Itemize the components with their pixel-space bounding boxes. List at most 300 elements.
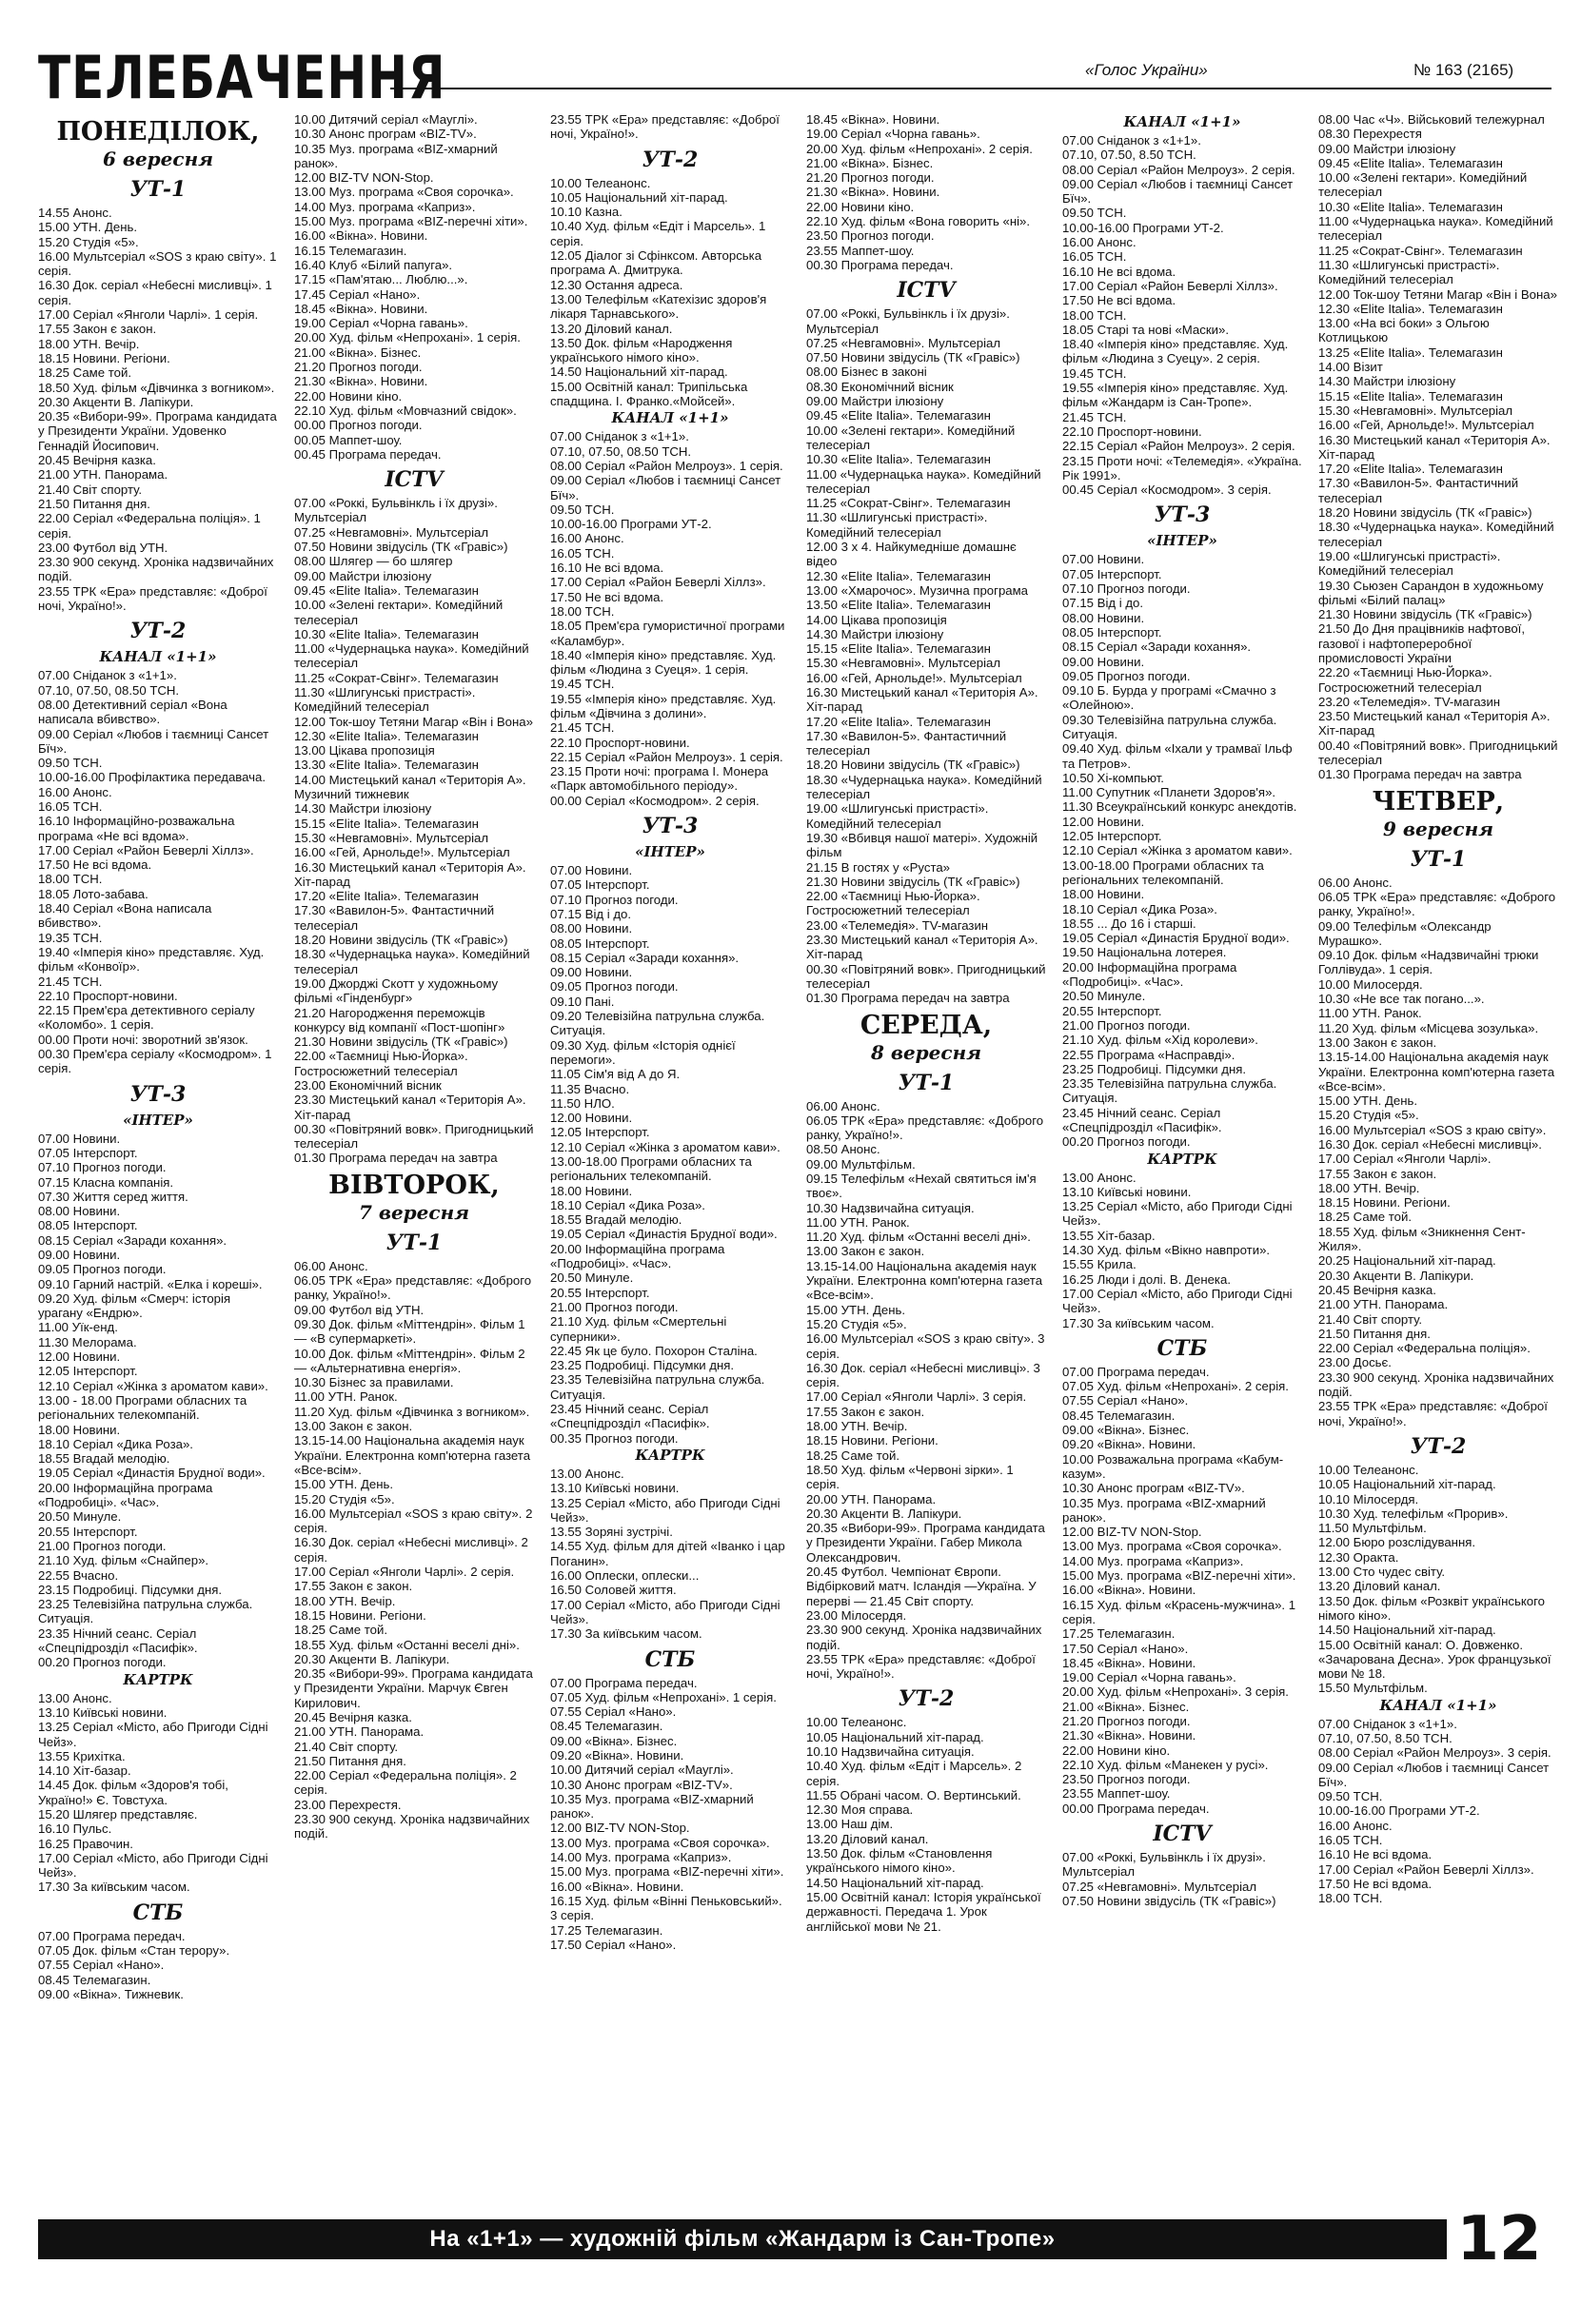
program-entry: 17.30 За київським часом. <box>550 1626 702 1642</box>
program-entry: 09.20 «Вікна». Новини. <box>1062 1437 1196 1452</box>
program-entry: 10.00 Розважальна програма «Кабум-казум». <box>1062 1451 1284 1481</box>
program-entry: 12.05 Інтерспорт. <box>550 1125 650 1140</box>
day-heading: ВІВТОРОК, <box>328 1170 500 1200</box>
program-entry: 23.30 900 секунд. Хроніка надзвичайних подій. <box>806 1623 1042 1652</box>
program-entry: 14.00 Муз. програма «Каприз». <box>550 1850 732 1865</box>
program-entry: 08.00 Бізнес в законі <box>806 364 927 380</box>
program-entry: 13.00 Телефільм «Катехізис здоров'я лікаря Тарнавського». <box>550 291 767 322</box>
program-entry: 21.00 УТН. Панорама. <box>294 1724 425 1740</box>
program-entry: 08.00 Новини. <box>1062 610 1145 625</box>
program-entry: 18.10 Серіал «Дика Роза». <box>38 1436 193 1451</box>
program-entry: 13.30 «Elite Italia». Телемагазин <box>294 758 479 773</box>
program-entry: 18.25 Саме той. <box>806 1448 899 1463</box>
program-entry: 07.00 Новини. <box>550 863 633 878</box>
program-entry: 17.30 За київським часом. <box>38 1880 190 1895</box>
program-entry: 15.00 УТН. День. <box>294 1477 394 1492</box>
program-entry: 18.45 «Вікна». Новини. <box>806 112 940 127</box>
program-entry: 13.55 Хіт-базар. <box>1062 1228 1156 1243</box>
program-entry: 16.30 Мистецький канал «Територія А». Хіт-парад <box>294 859 526 889</box>
program-entry: 09.00 «Вікна». Тижневик. <box>38 1986 184 2001</box>
program-entry: 09.00 Мультфільм. <box>806 1156 916 1172</box>
program-entry: 11.50 НЛО. <box>550 1095 615 1111</box>
program-entry: 09.00 Телефільм «Олександр Мурашко». <box>1318 918 1492 948</box>
program-entry: 08.30 Економічний вісник <box>806 379 954 394</box>
program-entry: 21.00 Прогноз погоди. <box>38 1538 167 1553</box>
program-entry: 09.00 Футбол від УТН. <box>294 1302 425 1317</box>
program-entry: 18.40 «Імперія кіно» представляє. Худ. фільм «Людина з Суеця». 1 серія. <box>550 647 777 678</box>
program-entry: 13.00 Анонс. <box>550 1466 624 1481</box>
program-entry: 14.30 Майстри ілюзіону <box>806 626 944 641</box>
program-entry: 19.00 Серіал «Чорна гавань». <box>806 127 980 142</box>
program-entry: 23.50 Прогноз погоди. <box>1062 1772 1191 1787</box>
program-entry: 16.00 Оплески, оплески... <box>550 1568 700 1584</box>
program-entry: 17.25 Телемагазин. <box>1062 1626 1176 1642</box>
program-entry: 20.30 Акценти В. Лапікури. <box>806 1506 962 1521</box>
program-entry: 13.20 Діловий канал. <box>550 321 673 336</box>
program-entry: 13.00 Муз. програма «Своя сорочка». <box>1062 1539 1282 1554</box>
program-entry: 18.00 ТСН. <box>1318 1891 1383 1906</box>
channel-heading: КАНАЛ «1+1» <box>99 648 217 666</box>
day-heading: ПОНЕДІЛОК, <box>56 117 260 147</box>
program-entry: 06.00 Анонс. <box>1318 875 1393 890</box>
program-entry: 18.20 Новини звідусіль (ТК «Гравіс») <box>806 758 1020 773</box>
program-entry: 12.30 Остання адреса. <box>550 277 683 292</box>
program-entry: 18.20 Новини звідусіль (ТК «Гравіс») <box>1318 505 1532 521</box>
program-entry: 06.00 Анонс. <box>294 1258 368 1273</box>
program-entry: 21.10 Худ. фільм «Снайпер». <box>38 1553 209 1568</box>
program-entry: 20.00 Інформаційна програма «Подробиці». «Час». <box>550 1241 725 1271</box>
program-entry: 13.00 Наш дім. <box>806 1817 894 1832</box>
program-entry: 09.20 «Вікна». Новини. <box>550 1747 684 1763</box>
program-entry: 22.00 «Таємниці Нью-Йорка». Гостросюжетний телесеріал <box>294 1049 468 1078</box>
program-entry: 18.25 Саме той. <box>1318 1210 1412 1225</box>
program-entry: 10.30 Надзвичайна ситуація. <box>806 1200 975 1215</box>
program-entry: 20.00 Худ. фільм «Непрохані». 1 серія. <box>294 330 521 345</box>
channel-heading: УТ-3 <box>1154 502 1211 528</box>
program-entry: 00.30 «Повітряний вовк». Пригодницький телесеріал <box>294 1121 534 1152</box>
program-entry: 15.15 «Elite Italia». Телемагазин <box>294 816 479 831</box>
program-entry: 20.35 «Вибори-99». Програма кандидата у Президенти України. Габер Микола Олександрович. <box>806 1521 1045 1565</box>
program-entry: 22.10 Худ. фільм «Вона говорить «ні». <box>806 214 1031 229</box>
program-entry: 07.15 Від і до. <box>1062 596 1144 611</box>
program-entry: 20.00 УТН. Панорама. <box>806 1491 937 1507</box>
program-entry: 08.15 Серіал «Заради кохання». <box>1062 640 1252 655</box>
program-entry: 21.50 До Дня працівників нафтової, газової і нафтопереробної промисловості України <box>1318 621 1526 665</box>
program-entry: 19.00 «Шлигунські пристрасті». Комедійний телесеріал <box>806 801 989 831</box>
program-entry: 21.45 ТСН. <box>1062 409 1127 424</box>
program-entry: 21.30 «Вікна». Новини. <box>294 374 428 389</box>
program-entry: 11.25 «Сократ-Свінг». Телемагазин <box>806 496 1011 511</box>
program-entry: 18.55 Худ. фільм «Зникнення Сент-Жиля». <box>1318 1224 1526 1254</box>
program-entry: 15.00 Освітній канал: О. Довженко. «Зачарована Десна». Урок французької мови № 18. <box>1318 1637 1551 1682</box>
program-entry: 13.20 Діловий канал. <box>1318 1579 1441 1594</box>
program-entry: 18.55 Вгадай мелодію. <box>38 1451 170 1467</box>
program-entry: 20.30 Акценти В. Лапікури. <box>294 1651 450 1666</box>
program-entry: 18.50 Худ. фільм «Дівчинка з вогником». <box>38 380 275 395</box>
column-2 <box>294 112 534 2211</box>
program-entry: 14.45 Док. фільм «Здоров'я тобі, Україно!» Є. Товстуха. <box>38 1778 228 1807</box>
program-entry: 09.05 Прогноз погоди. <box>38 1262 167 1277</box>
program-entry: 13.00 - 18.00 Програми обласних та регіональних телекомпаній. <box>38 1392 247 1423</box>
program-entry: 21.20 Прогноз погоди. <box>294 360 423 375</box>
program-entry: 23.00 Перехрестя. <box>294 1797 402 1812</box>
program-entry: 23.45 Нічний сеанс. Серіал «Спецпідрозділ «Пасифік». <box>1062 1105 1222 1134</box>
program-entry: 16.10 Не всі вдома. <box>1318 1847 1433 1862</box>
program-entry: 17.00 Серіал «Місто, або Пригоди Сідні Чейз». <box>550 1597 781 1626</box>
program-entry: 11.25 «Сократ-Свінг». Телемагазин <box>1318 243 1523 258</box>
program-entry: 17.00 Серіал «Янголи Чарлі». 1 серія. <box>38 307 259 323</box>
program-entry: 13.55 Крихітка. <box>38 1748 126 1763</box>
program-entry: 08.15 Серіал «Заради кохання». <box>38 1232 227 1248</box>
program-entry: 20.55 Інтерспорт. <box>38 1524 138 1539</box>
program-entry: 17.50 Серіал «Нано». <box>1062 1641 1189 1656</box>
masthead-rule <box>390 88 1551 89</box>
program-entry: 15.30 «Невгамовні». Мультсеріал <box>294 830 489 845</box>
program-entry: 19.30 Сьюзен Сарандон в художньому фільмі «Білий палац» <box>1318 578 1544 607</box>
program-entry: 15.20 Студія «5». <box>294 1491 395 1507</box>
program-entry: 22.55 Вчасно. <box>38 1567 119 1583</box>
program-entry: 13.00 «Хмарочос». Музична програма <box>806 582 1029 598</box>
program-entry: 07.00 Програма передач. <box>550 1675 698 1690</box>
program-entry: 17.50 Не всі вдома. <box>38 857 152 873</box>
program-entry: 13.15-14.00 Національна академія наук України. Електронна комп'ютерна газета «Все-всім». <box>294 1433 531 1477</box>
program-entry: 22.10 Худ. фільм «Мовчазний свідок». <box>294 403 517 418</box>
program-entry: 15.20 Студія «5». <box>1318 1108 1419 1123</box>
program-entry: 10.00 «Зелені гектари». Комедійний телесеріал <box>294 598 504 627</box>
section-title: ТЕЛЕБАЧЕННЯ <box>38 43 446 112</box>
program-entry: 14.30 Худ. фільм «Вікно навпроти». <box>1062 1243 1271 1258</box>
program-entry: 09.10 Гарний настрій. «Елка і кореші». <box>38 1276 263 1291</box>
program-entry: 14.30 Майстри ілюзіону <box>294 801 432 817</box>
program-entry: 22.00 Новини кіно. <box>294 388 403 404</box>
program-entry: 09.30 Телевізійна патрульна служба. Ситуація. <box>1062 712 1277 741</box>
program-entry: 07.10 Прогноз погоди. <box>38 1160 167 1175</box>
program-entry: 18.05 Лото-забава. <box>38 886 148 901</box>
channel-heading: УТ-1 <box>385 1230 443 1255</box>
program-entry: 10.30 Анонс програм «BIZ-TV». <box>550 1777 733 1792</box>
program-entry: 11.00 УТН. Ранок. <box>294 1389 398 1405</box>
program-entry: 21.30 Новини звідусіль (ТК «Гравіс») <box>806 874 1020 889</box>
program-entry: 20.55 Інтерспорт. <box>1062 1003 1162 1018</box>
program-entry: 22.55 Програма «Насправді». <box>1062 1047 1235 1062</box>
program-entry: 15.55 Крила. <box>1062 1257 1136 1272</box>
program-entry: 10.05 Національний хіт-парад. <box>1318 1477 1496 1492</box>
program-entry: 09.00 Серіал «Любов і таємниці Сансет Бїч». <box>1318 1760 1550 1789</box>
program-entry: 12.30 «Elite Italia». Телемагазин <box>806 568 991 583</box>
column-6 <box>1318 112 1558 2211</box>
program-entry: 16.15 Телемагазин. <box>294 243 407 258</box>
program-entry: 13.00 «На всі боки» з Ольгою Котлицькою <box>1318 316 1490 345</box>
program-entry: 21.30 «Вікна». Новини. <box>1062 1728 1196 1743</box>
program-entry: 11.00 «Чудернацька наука». Комедійний телесеріал <box>1318 214 1553 244</box>
channel-heading: СТБ <box>1156 1335 1208 1361</box>
program-entry: 18.30 «Чудернацька наука». Комедійний телесеріал <box>294 947 530 976</box>
program-entry: 15.00 УТН. День. <box>806 1302 906 1317</box>
program-entry: 16.00 «Гей, Арнольде!». Мультсеріал <box>1318 418 1534 433</box>
program-entry: 06.05 ТРК «Ера» представляє: «Доброго ранку, Україно!». <box>294 1273 532 1303</box>
program-entry: 07.00 Програма передач. <box>1062 1364 1210 1379</box>
program-entry: 10.00 Телеанонс. <box>550 175 651 190</box>
channel-heading: СТБ <box>644 1646 696 1672</box>
channel-heading: УТ-3 <box>642 814 699 839</box>
program-entry: 00.00 Проти ночі: зворотний зв'язок. <box>38 1032 248 1047</box>
program-entry: 10.30 Анонс програм «BIZ-TV». <box>294 127 477 142</box>
program-entry: 12.00 Новини. <box>38 1349 121 1365</box>
program-entry: 10.10 Казна. <box>550 205 623 220</box>
program-entry: 09.30 Худ. фільм «Історія однієї перемоги». <box>550 1037 736 1067</box>
program-entry: 07.05 Інтерспорт. <box>1062 566 1162 581</box>
program-entry: 07.55 Серіал «Нано». <box>1062 1393 1189 1408</box>
channel-heading: «ІНТЕР» <box>123 1111 193 1129</box>
program-entry: 23.00 Мілосердя. <box>806 1607 907 1623</box>
program-entry: 16.00 Мультсеріал «SOS з краю світу». 3 серія. <box>806 1331 1045 1361</box>
program-entry: 17.00 Серіал «Місто, або Пригоди Сідні Чейз». <box>38 1850 268 1881</box>
program-entry: 11.20 Худ. фільм «Місцева зозулька». <box>1318 1020 1539 1035</box>
program-entry: 13.20 Діловий канал. <box>806 1831 929 1846</box>
program-entry: 19.00 «Шлигунські пристрасті». Комедійний телесеріал <box>1318 548 1501 579</box>
program-entry: 20.35 «Вибори-99». Програма кандидата у Президенти України. Удовенко Геннадій Йосипович. <box>38 409 277 453</box>
program-entry: 15.00 Муз. програма «BIZ-nepeчні хіти». <box>1062 1568 1296 1584</box>
program-entry: 11.00 Супутник «Планети Здоров'я». <box>1062 785 1276 800</box>
program-entry: 19.55 «Імперія кіно» представляє. Худ. фільм «Жандарм із Сан-Тропе». <box>1062 381 1289 410</box>
program-entry: 11.25 «Сократ-Свінг». Телемагазин <box>294 670 499 685</box>
program-entry: 10.00 Дитячий серіал «Мауглі». <box>550 1763 734 1778</box>
program-entry: 06.00 Анонс. <box>806 1098 880 1113</box>
program-entry: 18.00 УТН. Вечір. <box>806 1419 908 1434</box>
program-entry: 23.00 «Телемедія». TV-магазин <box>806 917 989 933</box>
channel-heading: «ІНТЕР» <box>1147 532 1217 550</box>
program-entry: 22.15 Серіал «Район Мелроуз». 1 серія. <box>550 749 783 764</box>
program-entry: 08.45 Телемагазин. <box>1062 1408 1176 1423</box>
program-entry: 12.00 BIZ-TV NON-Stop. <box>294 170 434 186</box>
program-entry: 09.50 ТСН. <box>1062 206 1127 221</box>
program-entry: 07.05 Інтерспорт. <box>550 877 650 893</box>
program-entry: 09.10 Док. фільм «Надзвичайні трюки Голлівуда». 1 серія. <box>1318 948 1539 977</box>
program-entry: 20.50 Минуле. <box>550 1270 634 1286</box>
program-entry: 08.05 Інтерспорт. <box>38 1218 138 1233</box>
date-heading: 8 вересня <box>870 1040 982 1064</box>
program-entry: 08.00 Новини. <box>38 1204 121 1219</box>
program-entry: 12.30 Моя справа. <box>806 1802 914 1818</box>
program-entry: 17.00 Серіал «Янголи Чарлі». 3 серія. <box>806 1389 1027 1405</box>
program-entry: 08.50 Анонс. <box>806 1142 880 1157</box>
program-entry: 17.55 Закон є закон. <box>806 1404 925 1419</box>
program-entry: 18.00 ТСН. <box>38 872 103 887</box>
program-entry: 17.50 Серіал «Нано». <box>550 1937 677 1952</box>
program-entry: 23.50 Мистецький канал «Територія А». Хіт-парад <box>1318 709 1551 739</box>
program-entry: 07.00 «Роккі, Бульвінкль і їх друзі». Мультсеріал <box>294 496 498 525</box>
program-entry: 09.00 Серіал «Любов і таємниці Сансет Бїч». <box>38 726 269 756</box>
program-entry: 08.00 Серіал «Район Мелроуз». 1 серія. <box>550 458 783 473</box>
channel-heading: КАНАЛ «1+1» <box>611 409 729 427</box>
program-entry: 16.10 Не всі вдома. <box>1062 264 1176 279</box>
channel-heading: ICTV <box>1153 1822 1212 1847</box>
program-entry: 20.35 «Вибори-99». Програма кандидата у Президенти України. Марчук Євген Кирилович. <box>294 1666 533 1710</box>
program-entry: 12.00 Ток-шоу Тетяни Магар «Він і Вона» <box>1318 286 1557 302</box>
program-entry: 23.35 Нічний сеанс. Серіал «Спецпідрозділ «Пасифік». <box>38 1625 198 1656</box>
program-entry: 10.10 Мілосердя. <box>1318 1491 1419 1507</box>
program-entry: 12.30 Оракта. <box>1318 1549 1399 1565</box>
program-entry: 16.30 Док. серіал «Небесні мисливці». <box>1318 1137 1542 1152</box>
program-entry: 10.30 «Elite Italia». Телемагазин <box>294 626 479 641</box>
program-entry: 17.20 «Elite Italia». Телемагазин <box>294 889 479 904</box>
program-entry: 16.10 Пульс. <box>38 1822 112 1837</box>
program-entry: 15.20 Студія «5». <box>38 234 139 249</box>
program-entry: 15.30 «Невгамовні». Мультсеріал <box>1318 403 1513 418</box>
program-entry: 13.00 Анонс. <box>1062 1170 1136 1185</box>
program-entry: 21.50 Питання дня. <box>1318 1326 1431 1341</box>
program-entry: 07.00 Сніданок з «1+1». <box>550 429 689 444</box>
program-entry: 07.15 Класна компанія. <box>38 1174 174 1190</box>
program-entry: 15.20 Шлягер представляє. <box>38 1806 198 1822</box>
channel-heading: «ІНТЕР» <box>635 843 705 861</box>
program-entry: 12.00 BIZ-TV NON-Stop. <box>1062 1525 1202 1540</box>
program-entry: 13.10 Київські новини. <box>550 1481 680 1496</box>
program-entry: 13.00 Муз. програма «Своя сорочка». <box>550 1835 770 1850</box>
program-entry: 18.05 Прем'єра гумористичної програми «Каламбур». <box>550 619 785 648</box>
channel-heading: СТБ <box>132 1900 184 1925</box>
program-entry: 08.00 Серіал «Район Мелроуз». 2 серія. <box>1062 162 1295 177</box>
program-entry: 17.15 «Пам'ятаю... Люблю...». <box>294 272 468 287</box>
program-entry: 16.00 «Гей, Арнольде!». Мультсеріал <box>294 845 510 860</box>
program-entry: 10.05 Національний хіт-парад. <box>550 189 728 205</box>
program-entry: 13.00 Закон є закон. <box>806 1244 925 1259</box>
program-entry: 21.00 «Вікна». Бізнес. <box>806 155 934 170</box>
program-entry: 17.00 Серіал «Район Беверлі Хіллз». <box>38 842 254 857</box>
program-entry: 12.05 Інтерспорт. <box>1062 829 1162 844</box>
program-entry: 13.50 «Elite Italia». Телемагазин <box>806 598 991 613</box>
program-entry: 13.10 Київські новини. <box>38 1704 168 1720</box>
program-entry: 23.15 Проти ночі: програма І. Монера «Парк автомобільного періоду». <box>550 764 769 794</box>
program-entry: 08.00 Новини. <box>550 921 633 936</box>
program-entry: 21.00 «Вікна». Бізнес. <box>294 345 422 360</box>
program-entry: 00.40 «Повітряний вовк». Пригодницький телесеріал <box>1318 738 1558 768</box>
program-entry: 07.10 Прогноз погоди. <box>550 892 679 907</box>
program-entry: 23.35 Телевізійна патрульна служба. Ситуація. <box>550 1372 765 1402</box>
program-entry: 17.50 Не всі вдома. <box>550 589 664 604</box>
program-entry: 21.10 Худ. фільм «Смертельні суперники». <box>550 1314 727 1344</box>
program-entry: 15.30 «Невгамовні». Мультсеріал <box>806 656 1001 671</box>
program-entry: 09.00 Новини. <box>38 1248 121 1262</box>
program-entry: 12.05 Діалог зі Сфінксом. Авторська програма А. Дмитрука. <box>550 248 762 278</box>
program-entry: 23.25 Телевізійна патрульна служба. Ситуація. <box>38 1597 253 1626</box>
program-entry: 21.10 Худ. фільм «Хід королеви». <box>1062 1033 1258 1048</box>
program-entry: 21.45 ТСН. <box>38 974 103 989</box>
program-entry: 16.00 «Вікна». Новини. <box>294 228 428 244</box>
program-entry: 00.00 Прогноз погоди. <box>294 418 423 433</box>
program-entry: 16.00 Мультсеріал «SOS з краю світу». 1 серія. <box>38 248 277 279</box>
program-entry: 11.30 «Шлигунські пристрасті». Комедійний телесеріал <box>806 510 988 540</box>
program-entry: 21.20 Прогноз погоди. <box>1062 1713 1191 1728</box>
program-entry: 07.00 Програма передач. <box>38 1928 186 1943</box>
program-entry: 12.05 Інтерспорт. <box>38 1364 138 1379</box>
program-entry: 22.45 Як це було. Похорон Сталіна. <box>550 1343 758 1358</box>
program-entry: 09.05 Прогноз погоди. <box>1062 668 1191 683</box>
program-entry: 16.00 Мультсеріал «SOS з краю світу». <box>1318 1122 1547 1137</box>
newspaper-name: «Голос України» <box>1085 61 1208 79</box>
program-entry: 23.50 Прогноз погоди. <box>806 228 935 244</box>
program-entry: 19.45 ТСН. <box>1062 365 1127 381</box>
program-entry: 13.50 Док. фільм «Народження українського німого кіно». <box>550 335 733 365</box>
program-entry: 17.30 «Вавилон-5». Фантастичний телесеріал <box>806 728 1007 758</box>
program-entry: 18.55 Вгадай мелодію. <box>550 1212 682 1228</box>
program-entry: 22.00 Новини кіно. <box>806 199 915 214</box>
date-heading: 6 вересня <box>102 148 214 170</box>
program-entry: 10.40 Худ. фільм «Едіт і Марсель». 2 серія. <box>806 1759 1022 1788</box>
program-entry: 16.30 Док. серіал «Небесні мисливці». 3 серія. <box>806 1360 1040 1390</box>
column-1 <box>38 112 278 2211</box>
program-entry: 18.00 Новини. <box>550 1183 633 1198</box>
program-entry: 18.00 УТН. Вечір. <box>1318 1180 1420 1195</box>
program-entry: 09.40 Худ. фільм «Іхали у трамваї Ільф та Петров». <box>1062 741 1293 771</box>
program-entry: 18.40 Серіал «Вона написала вбивство». <box>38 901 212 931</box>
program-entry: 10.30 Анонс програм «BIZ-TV». <box>1062 1481 1245 1496</box>
program-entry: 23.00 Футбол від УТН. <box>38 540 168 555</box>
program-entry: 23.55 Маппет-шоу. <box>806 243 915 258</box>
program-entry: 13.00 Муз. програма «Своя сорочка». <box>294 185 514 200</box>
program-entry: 23.25 Подробиці. Підсумки дня. <box>1062 1061 1247 1076</box>
program-entry: 08.00 Детективний серіал «Вона написала вбивство». <box>38 697 227 727</box>
program-entry: 19.00 Серіал «Чорна гавань». <box>1062 1670 1236 1685</box>
program-entry: 06.05 ТРК «Ера» представляє: «Доброго ранку, Україно!». <box>806 1113 1044 1143</box>
program-entry: 16.30 Док. серіал «Небесні мисливці». 2 серія. <box>294 1535 528 1565</box>
program-entry: 19.40 «Імперія кіно» представляє. Худ. фільм «Конвоїр». <box>38 944 265 975</box>
program-entry: 17.30 За київським часом. <box>1062 1315 1215 1330</box>
program-entry: 20.00 Інформаційна програма «Подробиці». «Час». <box>1062 959 1237 990</box>
program-entry: 16.05 ТСН. <box>38 798 103 814</box>
program-entry: 13.00 Закон є закон. <box>294 1419 413 1434</box>
program-entry: 10.30 Бізнес за правилами. <box>294 1375 454 1390</box>
program-entry: 20.00 Інформаційна програма «Подробиці». «Час». <box>38 1480 213 1510</box>
program-entry: 20.00 Худ. фільм «Непрохані». 3 серія. <box>1062 1684 1289 1700</box>
program-entry: 23.15 Проти ночі: «Телемедія». «Україна. Рік 1991». <box>1062 453 1302 483</box>
program-entry: 15.15 «Elite Italia». Телемагазин <box>1318 388 1503 404</box>
program-entry: 12.00 3 х 4. Найкумедніше домашнє відео <box>806 540 1017 569</box>
program-entry: 15.15 «Elite Italia». Телемагазин <box>806 641 991 657</box>
program-entry: 10.30 «Не все так погано...». <box>1318 992 1485 1007</box>
program-entry: 18.50 Худ. фільм «Червоні зірки». 1 серія. <box>806 1462 1014 1492</box>
date-heading: 9 вересня <box>1382 817 1494 840</box>
program-entry: 14.00 Цікава пропозиція <box>806 612 947 627</box>
program-entry: 09.15 Телефільм «Нехай святиться ім'я твоє». <box>806 1172 1037 1201</box>
channel-heading: УТ-3 <box>129 1081 187 1107</box>
program-entry: 23.15 Подробиці. Підсумки дня. <box>38 1582 223 1597</box>
program-entry: 21.00 УТН. Панорама. <box>1318 1297 1449 1312</box>
program-entry: 09.00 Серіал «Любов і таємниці Сансет Бїч». <box>1062 176 1294 207</box>
program-entry: 17.55 Закон є закон. <box>38 322 157 337</box>
program-entry: 09.00 Новини. <box>1062 654 1145 669</box>
channel-heading: КАРТРК <box>1147 1150 1217 1168</box>
program-entry: 13.25 Серіал «Місто, або Пригоди Сідні Чейз». <box>1062 1199 1293 1229</box>
program-entry: 21.20 Прогноз погоди. <box>806 170 935 186</box>
program-entry: 17.25 Телемагазин. <box>550 1922 663 1938</box>
program-entry: 17.00 Серіал «Янголи Чарлі». 2 серія. <box>294 1565 515 1580</box>
program-entry: 17.20 «Elite Italia». Телемагазин <box>1318 462 1503 477</box>
issue-number: № 163 (2165) <box>1413 61 1514 79</box>
program-entry: 10.00-16.00 Програми УТ-2. <box>1062 220 1224 235</box>
program-entry: 11.30 Всеукраїнський конкурс анекдотів. <box>1062 799 1297 815</box>
program-entry: 15.00 Муз. програма «BIZ-nepeчні хіти». <box>550 1864 784 1880</box>
program-entry: 11.30 «Шлигунські пристрасті». Комедійний телесеріал <box>1318 257 1500 287</box>
program-entry: 17.00 Серіал «Янголи Чарлі». <box>1318 1152 1492 1167</box>
program-entry: 08.05 Інтерспорт. <box>550 936 650 951</box>
program-entry: 20.00 Худ. фільм «Непрохані». 2 серія. <box>806 141 1033 156</box>
program-entry: 10.35 Муз. програма «BIZ-хмарний ранок». <box>550 1791 754 1822</box>
program-entry: 16.00 Анонс. <box>1318 1818 1393 1833</box>
program-entry: 07.10, 07.50, 08.50 ТСН. <box>550 443 692 459</box>
program-entry: 08.15 Серіал «Заради кохання». <box>550 950 740 965</box>
program-entry: 18.55 Худ. фільм «Останні веселі дні». <box>294 1637 520 1652</box>
